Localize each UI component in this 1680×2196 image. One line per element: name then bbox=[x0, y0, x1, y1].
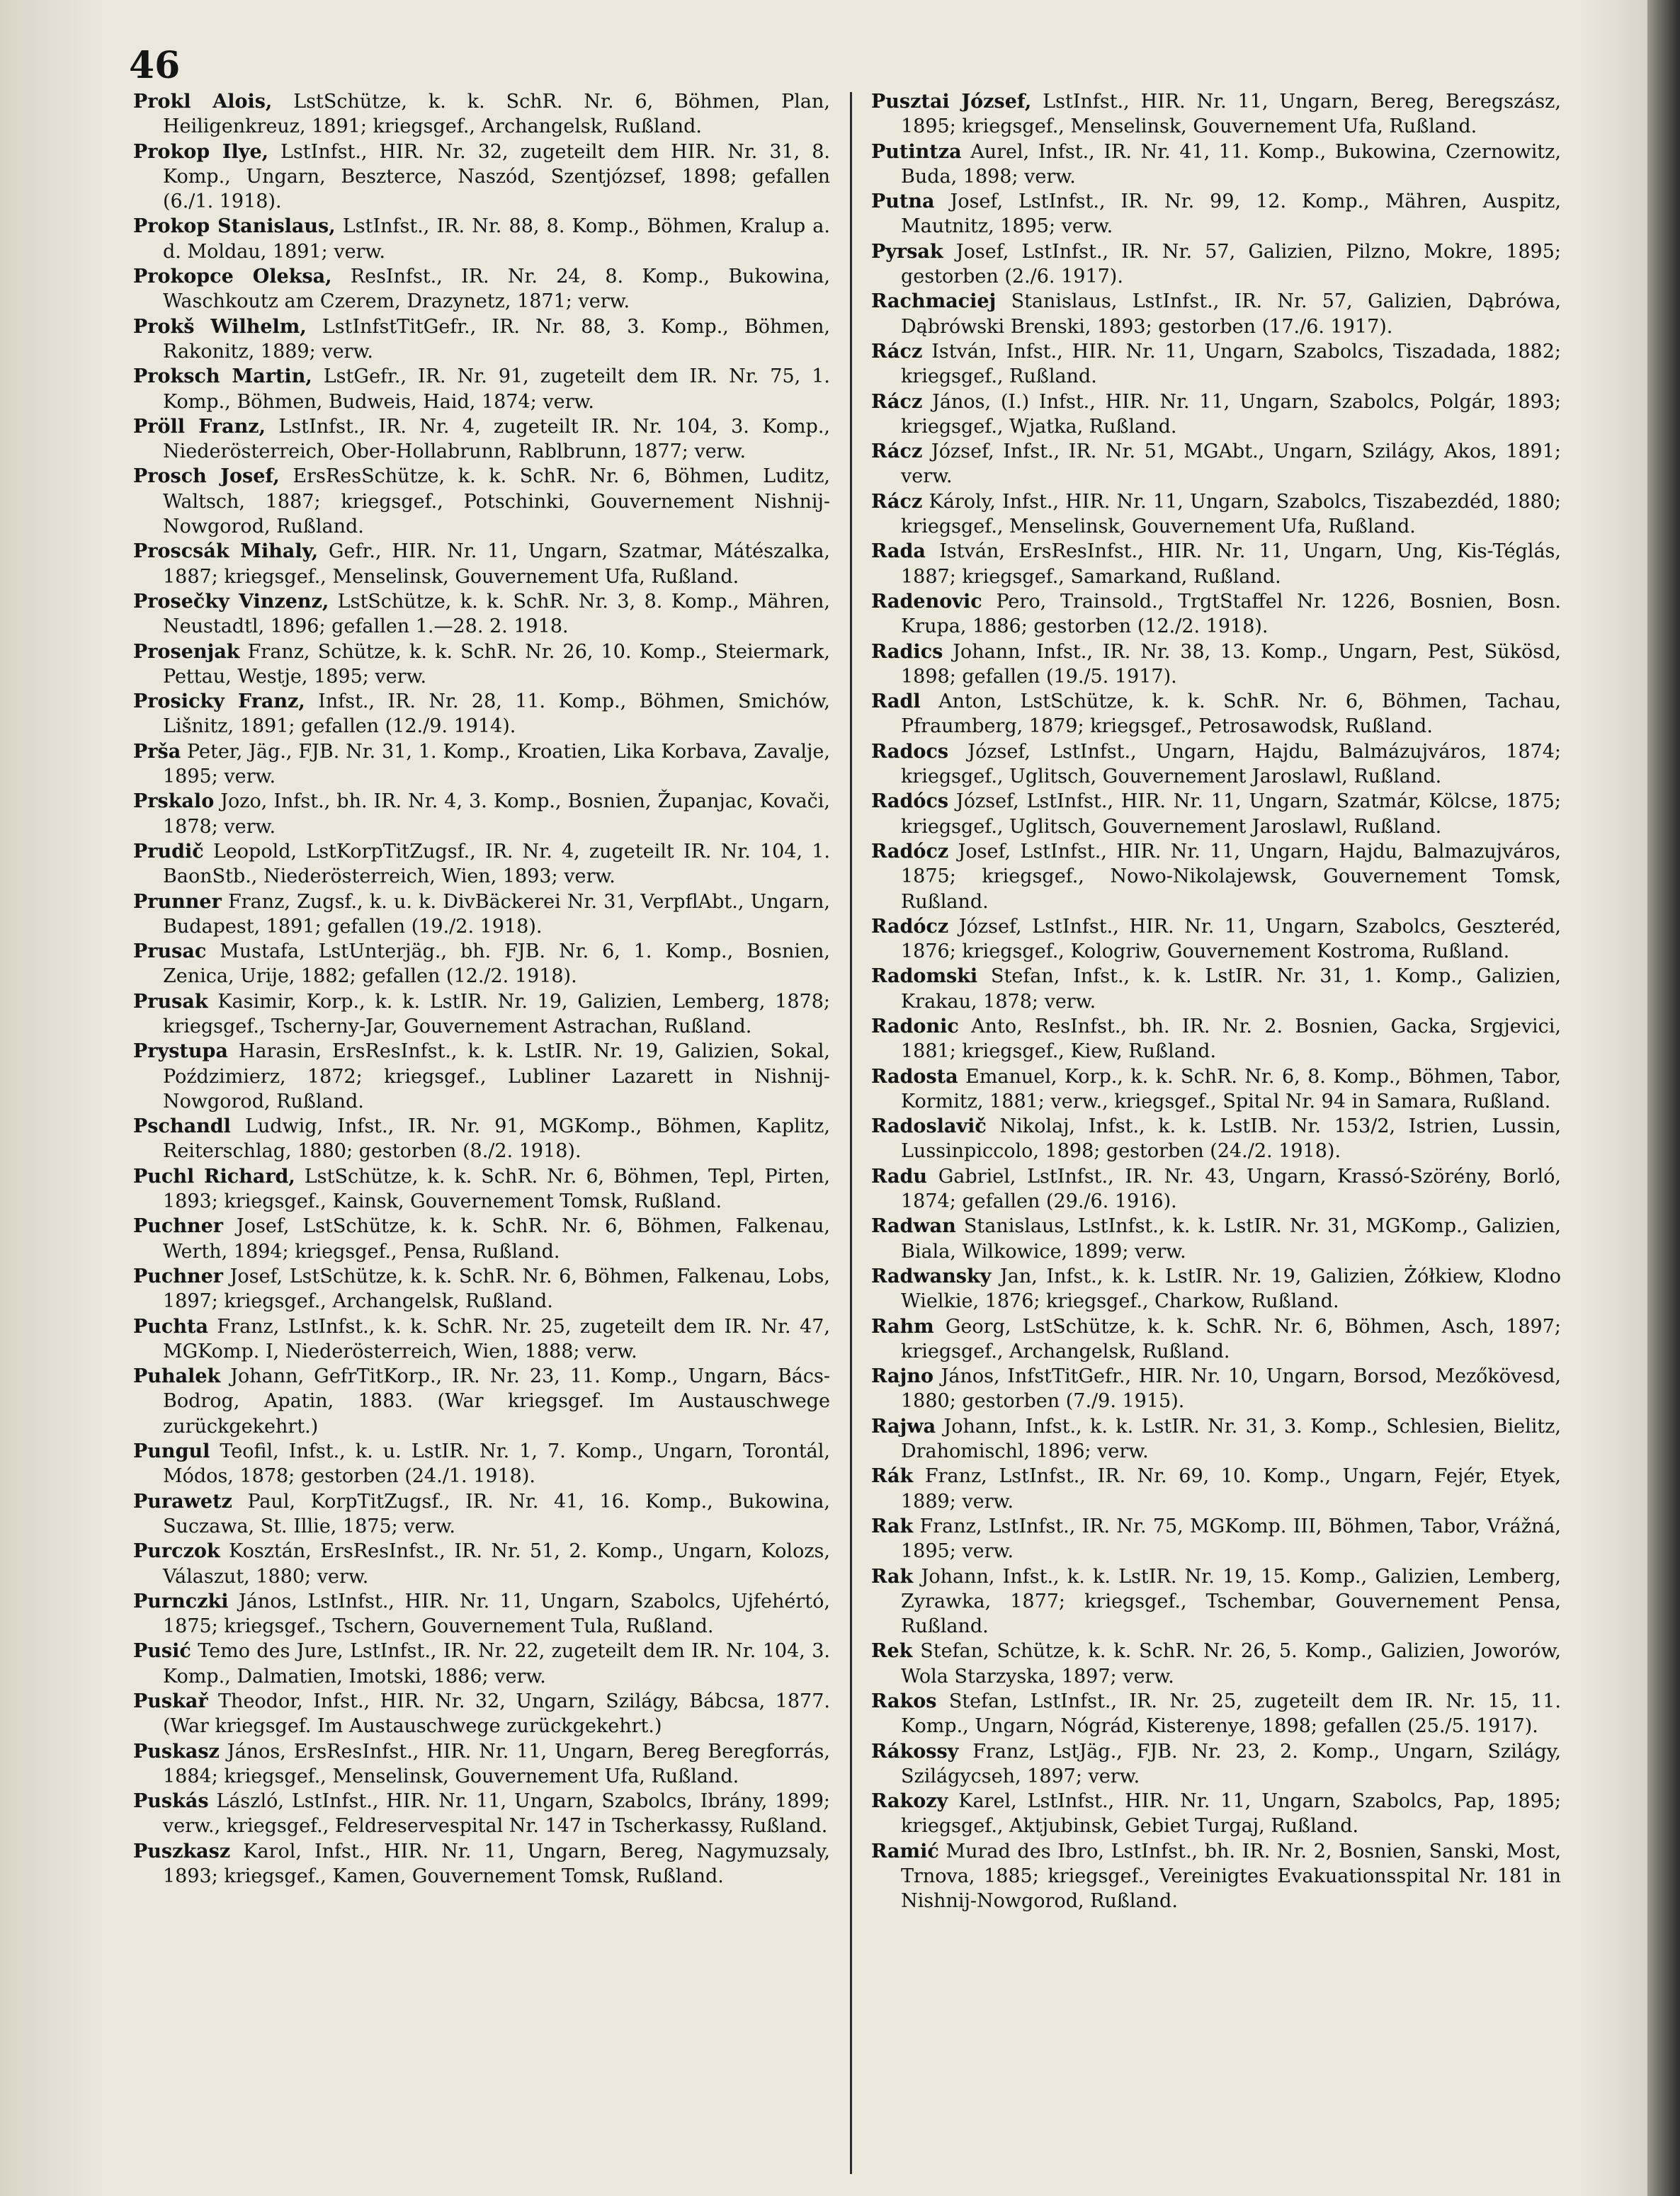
list-entry bbox=[871, 439, 1561, 489]
list-entry bbox=[133, 1114, 830, 1164]
list-entry bbox=[871, 1264, 1561, 1314]
entry-details: József, LstInfst., HIR. Nr. 11, Ungarn, Szatmár, Kölcse, 1875; kriegsgef., Uglitsch, Gouvernement Jaroslawl, Rußland. bbox=[901, 790, 1561, 838]
entry-details: Johann, Infst., k. k. LstIR. Nr. 31, 3. Komp., Schlesien, Bielitz, Drahomischl, 1896; verw. bbox=[901, 1415, 1561, 1463]
entry-details: Anto, ResInfst., bh. IR. Nr. 2. Bosnien, Gacka, Srgjevici, 1881; kriegsgef., Kiew, Rußland. bbox=[901, 1015, 1561, 1063]
entry-details: Murad des Ibro, LstInfst., bh. IR. Nr. 2, Bosnien, Sanski, Most, Trnova, 1885; kriegsgef., Vereinigtes Evakuationsspital Nr. 181 in Nishnij-Nowgorod, Rußland. bbox=[901, 1840, 1561, 1913]
entry-name: Rada bbox=[871, 540, 926, 563]
page-number: 46 bbox=[129, 44, 181, 87]
entry-details: LstSchütze, k. k. SchR. Nr. 6, Böhmen, Tepl, Pirten, 1893; kriegsgef., Kainsk, Gouvernement Tomsk, Rußland. bbox=[163, 1165, 830, 1213]
entry-name: Puchl Richard, bbox=[133, 1165, 295, 1188]
entry-name: Rák bbox=[871, 1465, 914, 1488]
entry-details: LstInfst., IR. Nr. 4, zugeteilt IR. Nr. 104, 3. Komp., Niederösterreich, Ober-Hollabrunn, Rablbrunn, 1877; verw. bbox=[163, 415, 830, 463]
entry-name: Rákossy bbox=[871, 1740, 959, 1763]
list-entry bbox=[871, 689, 1561, 739]
list-entry bbox=[133, 414, 830, 465]
list-entry bbox=[871, 489, 1561, 540]
entry-name: Puchta bbox=[133, 1315, 208, 1338]
list-entry bbox=[133, 739, 830, 790]
entry-name: Prskalo bbox=[133, 790, 215, 813]
list-entry bbox=[871, 289, 1561, 339]
entry-name: Rácz bbox=[871, 490, 923, 513]
entry-name: Puskás bbox=[133, 1790, 209, 1813]
entry-details: LstInfst., IR. Nr. 88, 8. Komp., Böhmen, Kralup a. d. Moldau, 1891; verw. bbox=[163, 215, 830, 263]
list-entry bbox=[871, 1464, 1561, 1514]
entry-details: Jozo, Infst., bh. IR. Nr. 4, 3. Komp., Bosnien, Županjac, Kovači, 1878; verw. bbox=[163, 790, 830, 838]
entry-name: Radl bbox=[871, 690, 921, 713]
entry-details: Franz, LstInfst., IR. Nr. 75, MGKomp. III, Böhmen, Tabor, Vrážná, 1895; verw. bbox=[901, 1515, 1561, 1563]
entry-name: Rajno bbox=[871, 1365, 933, 1388]
entry-details: Stefan, LstInfst., IR. Nr. 25, zugeteilt dem IR. Nr. 15, 11. Komp., Ungarn, Nógrád, Kisterenye, 1898; gefallen (25./5. 1917). bbox=[901, 1690, 1561, 1738]
entry-details: István, Infst., HIR. Nr. 11, Ungarn, Szabolcs, Tiszadada, 1882; kriegsgef., Rußland. bbox=[901, 340, 1561, 388]
entry-details: Pero, Trainsold., TrgtStaffel Nr. 1226, Bosnien, Bosn. Krupa, 1886; gestorben (12./2. 1918). bbox=[901, 590, 1561, 638]
entry-name: Prosicky Franz, bbox=[133, 690, 305, 713]
entry-name: Rácz bbox=[871, 440, 923, 463]
right-column bbox=[871, 89, 1561, 2178]
list-entry bbox=[871, 1164, 1561, 1214]
entry-details: LstInfst., HIR. Nr. 32, zugeteilt dem HIR. Nr. 31, 8. Komp., Ungarn, Beszterce, Naszód, Szentjózsef, 1898; gefallen (6./1. 1918). bbox=[163, 140, 830, 213]
entry-details: Kosztán, ErsResInfst., IR. Nr. 51, 2. Komp., Ungarn, Kolozs, Válaszut, 1880; verw. bbox=[163, 1540, 830, 1588]
entry-name: Radocs bbox=[871, 740, 949, 763]
entry-details: Johann, Infst., k. k. LstIR. Nr. 19, 15. Komp., Galizien, Lemberg, Zyrawka, 1877; kriegsgef., Tschembar, Gouvernement Pensa, Rußland. bbox=[901, 1565, 1561, 1638]
list-entry bbox=[133, 1164, 830, 1214]
entry-details: LstSchütze, k. k. SchR. Nr. 6, Böhmen, Plan, Heiligenkreuz, 1891; kriegsgef., Archangelsk, Rußland. bbox=[163, 91, 830, 138]
entry-details: János, LstInfst., HIR. Nr. 11, Ungarn, Szabolcs, Ujfehértó, 1875; kriegsgef., Tschern, Gouvernement Tula, Rußland. bbox=[163, 1590, 830, 1638]
list-entry bbox=[871, 1564, 1561, 1639]
entry-name: Purnczki bbox=[133, 1590, 229, 1612]
entry-details: Károly, Infst., HIR. Nr. 11, Ungarn, Szabolcs, Tiszabezdéd, 1880; kriegsgef., Menselinsk, Gouvernement Ufa, Rußland. bbox=[901, 490, 1561, 538]
entry-details: Johann, Infst., IR. Nr. 38, 13. Komp., Ungarn, Pest, Sükösd, 1898; gefallen (19./5. 1917). bbox=[901, 640, 1561, 688]
entry-details: Jan, Infst., k. k. LstIR. Nr. 19, Galizien, Żółkiew, Klodno Wielkie, 1876; kriegsgef., Charkow, Rußland. bbox=[901, 1265, 1561, 1313]
entry-name: Prudič bbox=[133, 840, 204, 863]
list-entry bbox=[871, 1364, 1561, 1414]
list-entry bbox=[133, 539, 830, 589]
entry-details: Anton, LstSchütze, k. k. SchR. Nr. 6, Böhmen, Tachau, Pfraumberg, 1879; kriegsgef., Petrosawodsk, Rußland. bbox=[901, 690, 1561, 738]
list-entry bbox=[871, 140, 1561, 190]
list-entry bbox=[871, 839, 1561, 914]
list-entry bbox=[133, 464, 830, 539]
list-entry bbox=[133, 1364, 830, 1439]
entry-name: Prosenjak bbox=[133, 640, 240, 663]
entry-details: ResInfst., IR. Nr. 24, 8. Komp., Bukowina, Waschkoutz am Czerem, Drazynetz, 1871; verw. bbox=[163, 266, 830, 313]
list-entry bbox=[133, 1689, 830, 1739]
list-entry bbox=[871, 1689, 1561, 1739]
entry-details: Josef, LstInfst., IR. Nr. 57, Galizien, Pilzno, Mokre, 1895; gestorben (2./6. 1917). bbox=[901, 240, 1561, 288]
entry-details: Franz, LstInfst., IR. Nr. 69, 10. Komp., Ungarn, Fejér, Etyek, 1889; verw. bbox=[901, 1465, 1561, 1513]
list-entry bbox=[871, 1789, 1561, 1839]
entry-name: Pusić bbox=[133, 1640, 191, 1663]
list-entry bbox=[133, 1739, 830, 1790]
entry-name: Puchner bbox=[133, 1215, 224, 1238]
entry-name: Rajwa bbox=[871, 1415, 936, 1438]
entry-details: Peter, Jäg., FJB. Nr. 31, 1. Komp., Kroatien, Lika Korbava, Zavalje, 1895; verw. bbox=[163, 740, 830, 788]
list-entry bbox=[871, 239, 1561, 290]
entry-name: Rácz bbox=[871, 340, 923, 363]
entry-name: Rahm bbox=[871, 1315, 934, 1338]
entry-details: Aurel, Infst., IR. Nr. 41, 11. Komp., Bukowina, Czernowitz, Buda, 1898; verw. bbox=[901, 140, 1561, 188]
list-entry bbox=[133, 1489, 830, 1540]
list-entry bbox=[871, 1064, 1561, 1115]
list-entry bbox=[133, 1439, 830, 1489]
entry-name: Prosečky Vinzenz, bbox=[133, 590, 329, 613]
entry-name: Radoslavič bbox=[871, 1115, 987, 1138]
entry-details: Johann, GefrTitKorp., IR. Nr. 23, 11. Komp., Ungarn, Bács-Bodrog, Apatin, 1883. (War kriegsgef. Im Austauschwege zurückgekehrt.) bbox=[163, 1365, 830, 1438]
list-entry bbox=[133, 314, 830, 365]
list-entry bbox=[871, 964, 1561, 1014]
entry-name: Puchner bbox=[133, 1265, 224, 1287]
list-entry bbox=[871, 539, 1561, 589]
entry-details: Nikolaj, Infst., k. k. LstIB. Nr. 153/2, Istrien, Lussin, Lussinpiccolo, 1898; gestorben (24./2. 1918). bbox=[901, 1115, 1561, 1163]
entry-name: Radics bbox=[871, 640, 943, 663]
entry-name: Proksch Martin, bbox=[133, 365, 312, 388]
entry-name: Prosch Josef, bbox=[133, 465, 280, 488]
entry-name: Radwan bbox=[871, 1215, 956, 1238]
entry-details: Teofil, Infst., k. u. LstIR. Nr. 1, 7. Komp., Ungarn, Torontál, Módos, 1878; gestorben (24./1. 1918). bbox=[163, 1440, 830, 1488]
list-entry bbox=[133, 789, 830, 839]
list-entry bbox=[133, 1639, 830, 1689]
entry-name: Pusztai József, bbox=[871, 91, 1032, 113]
entry-name: Prokopce Oleksa, bbox=[133, 266, 332, 288]
entry-name: Puhalek bbox=[133, 1365, 221, 1388]
entry-details: ErsResSchütze, k. k. SchR. Nr. 6, Böhmen, Luditz, Waltsch, 1887; kriegsgef., Potschinki, Gouvernement Nishnij-Nowgorod, Rußland. bbox=[163, 465, 830, 538]
list-entry bbox=[871, 389, 1561, 440]
entry-name: Radenovic bbox=[871, 590, 982, 613]
list-entry bbox=[133, 839, 830, 889]
list-entry bbox=[871, 339, 1561, 389]
list-entry bbox=[133, 939, 830, 989]
entry-name: Radwansky bbox=[871, 1265, 992, 1287]
entry-name: Puszkasz bbox=[133, 1840, 231, 1862]
entry-name: Puskař bbox=[133, 1690, 208, 1712]
entry-name: Pschandl bbox=[133, 1115, 231, 1138]
list-entry bbox=[133, 214, 830, 264]
entry-details: Kasimir, Korp., k. k. LstIR. Nr. 19, Galizien, Lemberg, 1878; kriegsgef., Tscherny-Jar, Gouvernement Astrachan, Rußland. bbox=[163, 990, 830, 1037]
entry-details: Mustafa, LstUnterjäg., bh. FJB. Nr. 6, 1. Komp., Bosnien, Zenica, Urije, 1882; gefallen (12./2. 1918). bbox=[163, 940, 830, 988]
entry-name: Prokop Ilye, bbox=[133, 140, 269, 163]
list-entry bbox=[133, 364, 830, 414]
entry-details: Stanislaus, LstInfst., IR. Nr. 57, Galizien, Dąbrówa, Dąbrówski Brenski, 1893; gestorben (17./6. 1917). bbox=[901, 290, 1561, 338]
entry-details: Josef, LstInfst., IR. Nr. 99, 12. Komp., Mähren, Auspitz, Mautnitz, 1895; verw. bbox=[901, 190, 1561, 238]
entry-name: Prokop Stanislaus, bbox=[133, 215, 336, 238]
entry-details: Harasin, ErsResInfst., k. k. LstIR. Nr. 19, Galizien, Sokal, Poździmierz, 1872; kriegsgef., Lubliner Lazarett in Nishnij-Nowgorod, Rußland. bbox=[163, 1040, 830, 1113]
entry-details: Karel, LstInfst., HIR. Nr. 11, Ungarn, Szabolcs, Pap, 1895; kriegsgef., Aktjubinsk, Gebiet Turgaj, Rußland. bbox=[901, 1790, 1561, 1838]
entry-details: István, ErsResInfst., HIR. Nr. 11, Ungarn, Ung, Kis-Téglás, 1887; kriegsgef., Samarkand, Rußland. bbox=[901, 540, 1561, 588]
list-entry bbox=[133, 639, 830, 690]
list-entry bbox=[871, 1414, 1561, 1464]
entry-name: Proscsák Mihaly, bbox=[133, 540, 319, 563]
entry-name: Radosta bbox=[871, 1065, 958, 1088]
entry-details: Ludwig, Infst., IR. Nr. 91, MGKomp., Böhmen, Kaplitz, Reiterschlag, 1880; gestorben (8./2. 1918). bbox=[163, 1115, 830, 1163]
entry-details: János, InfstTitGefr., HIR. Nr. 10, Ungarn, Borsod, Mezőkövesd, 1880; gestorben (7./9. 1915). bbox=[901, 1365, 1561, 1413]
entry-details: Stefan, Infst., k. k. LstIR. Nr. 31, 1. Komp., Galizien, Krakau, 1878; verw. bbox=[901, 965, 1561, 1013]
list-entry bbox=[133, 1214, 830, 1264]
entry-name: Rakos bbox=[871, 1690, 937, 1712]
entry-details: Gefr., HIR. Nr. 11, Ungarn, Szatmar, Mátészalka, 1887; kriegsgef., Menselinsk, Gouvernement Ufa, Rußland. bbox=[163, 540, 830, 588]
entry-name: Prša bbox=[133, 740, 181, 763]
entry-name: Putna bbox=[871, 190, 935, 213]
entry-details: Emanuel, Korp., k. k. SchR. Nr. 6, 8. Komp., Böhmen, Tabor, Kormitz, 1881; verw., kriegsgef., Spital Nr. 94 in Samara, Rußland. bbox=[901, 1065, 1561, 1113]
entry-details: Georg, LstSchütze, k. k. SchR. Nr. 6, Böhmen, Asch, 1897; kriegsgef., Archangelsk, Rußland. bbox=[901, 1315, 1561, 1362]
list-entry bbox=[133, 1789, 830, 1839]
entry-name: Rek bbox=[871, 1640, 913, 1663]
list-entry bbox=[133, 264, 830, 314]
list-entry bbox=[133, 89, 830, 140]
entry-name: Prystupa bbox=[133, 1040, 228, 1063]
entry-details: Stefan, Schütze, k. k. SchR. Nr. 26, 5. Komp., Galizien, Joworów, Wola Starzyska, 1897; verw. bbox=[901, 1640, 1561, 1688]
entry-name: Radócz bbox=[871, 915, 949, 938]
list-entry bbox=[133, 589, 830, 639]
entry-name: Rácz bbox=[871, 390, 923, 413]
list-entry bbox=[133, 689, 830, 739]
column-divider bbox=[850, 92, 852, 2174]
list-entry bbox=[871, 739, 1561, 790]
entry-details: János, ErsResInfst., HIR. Nr. 11, Ungarn, Bereg Beregforrás, 1884; kriegsgef., Menselinsk, Gouvernement Ufa, Rußland. bbox=[163, 1740, 830, 1787]
list-entry bbox=[133, 1314, 830, 1365]
list-entry bbox=[871, 1214, 1561, 1264]
list-entry bbox=[871, 914, 1561, 965]
list-entry bbox=[871, 1314, 1561, 1365]
list-entry bbox=[871, 189, 1561, 239]
list-entry bbox=[133, 1039, 830, 1114]
entry-details: József, Infst., IR. Nr. 51, MGAbt., Ungarn, Szilágy, Akos, 1891; verw. bbox=[901, 440, 1561, 488]
list-entry bbox=[871, 1839, 1561, 1914]
list-entry bbox=[133, 1839, 830, 1889]
entry-name: Rakozy bbox=[871, 1790, 948, 1813]
entry-details: Theodor, Infst., HIR. Nr. 32, Ungarn, Szilágy, Bábcsa, 1877. (War kriegsgef. Im Austauschwege zurückgekehrt.) bbox=[163, 1690, 830, 1738]
list-entry bbox=[871, 89, 1561, 140]
entry-name: Purawetz bbox=[133, 1490, 232, 1513]
entry-details: László, LstInfst., HIR. Nr. 11, Ungarn, Szabolcs, Ibrány, 1899; verw., kriegsgef., Feldreservespital Nr. 147 in Tscherkassy, Rußland. bbox=[163, 1790, 830, 1838]
entry-details: Franz, LstInfst., k. k. SchR. Nr. 25, zugeteilt dem IR. Nr. 47, MGKomp. I, Niederösterreich, Wien, 1888; verw. bbox=[163, 1315, 830, 1362]
list-entry bbox=[871, 639, 1561, 690]
entry-details: Josef, LstSchütze, k. k. SchR. Nr. 6, Böhmen, Falkenau, Werth, 1894; kriegsgef., Pensa, Rußland. bbox=[163, 1215, 830, 1263]
list-entry bbox=[133, 1264, 830, 1314]
entry-name: Purczok bbox=[133, 1540, 220, 1563]
list-entry bbox=[871, 589, 1561, 639]
entry-name: Pungul bbox=[133, 1440, 210, 1463]
entry-details: József, LstInfst., HIR. Nr. 11, Ungarn, Szabolcs, Geszteréd, 1876; kriegsgef., Kologriw, Gouvernement Kostroma, Rußland. bbox=[901, 915, 1561, 963]
entry-name: Rak bbox=[871, 1515, 914, 1537]
list-entry bbox=[133, 889, 830, 940]
entry-name: Radomski bbox=[871, 965, 978, 988]
entry-details: Paul, KorpTitZugsf., IR. Nr. 41, 16. Komp., Bukowina, Suczawa, St. Illie, 1875; verw. bbox=[163, 1490, 830, 1537]
entry-name: Prusak bbox=[133, 990, 208, 1013]
list-entry bbox=[871, 1114, 1561, 1164]
entry-name: Prusac bbox=[133, 940, 207, 963]
entry-name: Radonic bbox=[871, 1015, 959, 1037]
entry-name: Rak bbox=[871, 1565, 914, 1588]
entry-name: Prunner bbox=[133, 890, 222, 913]
entry-name: Radócz bbox=[871, 840, 949, 863]
entry-name: Prokl Alois, bbox=[133, 91, 273, 113]
entry-details: Franz, LstJäg., FJB. Nr. 23, 2. Komp., Ungarn, Szilágy, Szilágycseh, 1897; verw. bbox=[901, 1740, 1561, 1787]
entry-details: Karol, Infst., HIR. Nr. 11, Ungarn, Bereg, Nagymuzsaly, 1893; kriegsgef., Kamen, Gouvernement Tomsk, Rußland. bbox=[163, 1840, 830, 1888]
entry-name: Radócs bbox=[871, 790, 949, 813]
entry-name: Prokš Wilhelm, bbox=[133, 315, 307, 338]
entry-name: Putintza bbox=[871, 140, 962, 163]
entry-name: Pyrsak bbox=[871, 240, 943, 263]
list-entry bbox=[133, 140, 830, 215]
entry-details: Leopold, LstKorpTitZugsf., IR. Nr. 4, zugeteilt IR. Nr. 104, 1. BaonStb., Niederösterreich, Wien, 1893; verw. bbox=[163, 840, 830, 888]
entry-details: LstInfst., HIR. Nr. 11, Ungarn, Bereg, Beregszász, 1895; kriegsgef., Menselinsk, Gouvernement Ufa, Rußland. bbox=[901, 91, 1561, 138]
scan-edge bbox=[1647, 0, 1680, 2196]
entry-details: LstInfstTitGefr., IR. Nr. 88, 3. Komp., Böhmen, Rakonitz, 1889; verw. bbox=[163, 315, 830, 363]
entry-name: Rachmaciej bbox=[871, 290, 997, 313]
list-entry bbox=[871, 1014, 1561, 1064]
entry-details: Franz, Schütze, k. k. SchR. Nr. 26, 10. Komp., Steiermark, Pettau, Westje, 1895; verw. bbox=[163, 640, 830, 688]
entry-name: Ramić bbox=[871, 1840, 939, 1862]
entry-details: János, (I.) Infst., HIR. Nr. 11, Ungarn, Szabolcs, Polgár, 1893; kriegsgef., Wjatka, Rußland. bbox=[901, 390, 1561, 438]
entry-details: Temo des Jure, LstInfst., IR. Nr. 22, zugeteilt dem IR. Nr. 104, 3. Komp., Dalmatien, Imotski, 1886; verw. bbox=[163, 1640, 830, 1688]
list-entry bbox=[133, 1589, 830, 1639]
entry-details: Gabriel, LstInfst., IR. Nr. 43, Ungarn, Krassó-Szörény, Borló, 1874; gefallen (29./6. 1916). bbox=[901, 1165, 1561, 1213]
entry-details: LstGefr., IR. Nr. 91, zugeteilt dem IR. Nr. 75, 1. Komp., Böhmen, Budweis, Haid, 1874; verw. bbox=[163, 365, 830, 413]
entry-details: Infst., IR. Nr. 28, 11. Komp., Böhmen, Smichów, Lišnitz, 1891; gefallen (12./9. 1914). bbox=[163, 690, 830, 738]
entry-name: Pröll Franz, bbox=[133, 415, 266, 438]
list-entry bbox=[133, 989, 830, 1040]
list-entry bbox=[133, 1539, 830, 1589]
left-column bbox=[133, 89, 830, 2178]
entry-details: Franz, Zugsf., k. u. k. DivBäckerei Nr. 31, VerpflAbt., Ungarn, Budapest, 1891; gefallen (19./2. 1918). bbox=[163, 890, 830, 938]
list-entry bbox=[871, 789, 1561, 839]
entry-details: Josef, LstInfst., HIR. Nr. 11, Ungarn, Hajdu, Balmazujváros, 1875; kriegsgef., Nowo-Nikolajewsk, Gouvernement Tomsk, Rußland. bbox=[901, 840, 1561, 913]
list-entry bbox=[871, 1639, 1561, 1689]
entry-name: Puskasz bbox=[133, 1740, 220, 1763]
list-entry bbox=[871, 1739, 1561, 1790]
entry-name: Radu bbox=[871, 1165, 928, 1188]
entry-details: József, LstInfst., Ungarn, Hajdu, Balmázujváros, 1874; kriegsgef., Uglitsch, Gouvernement Jaroslawl, Rußland. bbox=[901, 740, 1561, 788]
list-entry bbox=[871, 1514, 1561, 1564]
entry-details: Stanislaus, LstInfst., k. k. LstIR. Nr. 31, MGKomp., Galizien, Biala, Wilkowice, 1899; verw. bbox=[901, 1215, 1561, 1263]
entry-details: Josef, LstSchütze, k. k. SchR. Nr. 6, Böhmen, Falkenau, Lobs, 1897; kriegsgef., Archangelsk, Rußland. bbox=[163, 1265, 830, 1313]
entry-details: LstSchütze, k. k. SchR. Nr. 3, 8. Komp., Mähren, Neustadtl, 1896; gefallen 1.—28. 2. 1918. bbox=[163, 590, 830, 638]
